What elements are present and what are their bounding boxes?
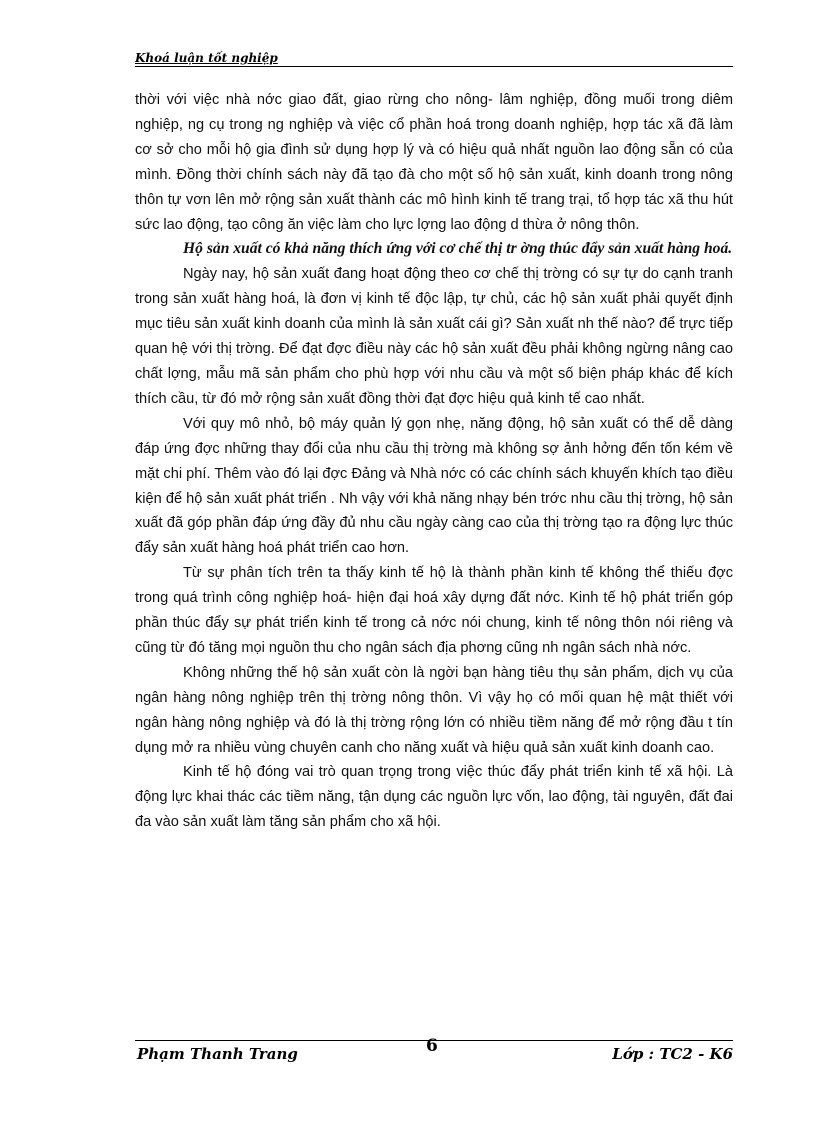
footer-class-label: Lớp : TC2 - K6 [612, 1045, 733, 1063]
page-header [135, 50, 733, 67]
paragraph: Kinh tế hộ đóng vai trò quan trọng trong việc thúc đẩy phát triển kinh tế xã hội. Là động lực khai thác các tiềm năng, tận dụng các nguồn lực vốn, lao động, tài nguyên, đất đai đa vào sản xuất làm tăng sản phẩm cho xã hội. [135, 764, 733, 831]
section-heading: Hộ sản xuất có khả năng thích ứng với cơ chế thị tr ờng thúc đẩy sản xuất hàng hoá. [183, 240, 733, 258]
paragraph: Từ sự phân tích trên ta thấy kinh tế hộ là thành phần kinh tế không thể thiếu đợc trong quá trình công nghiệp hoá- hiện đại hoá xây dựng đất nớc. Kinh tế hộ phát triển góp phần thúc đẩy sự phát triển kinh tế trong cả nớc nói chung, kinh tế nông thôn nói riêng và cũng từ đó tăng mọi nguồn thu cho ngân sách địa phơng cũng nh ngân sách nhà nớc. [135, 565, 733, 656]
paragraph: Ngày nay, hộ sản xuất đang hoạt động theo cơ chế thị trờng có sự tự do cạnh tranh trong sản xuất hàng hoá, là đơn vị kinh tế độc lập, tự chủ, các hộ sản xuất phải quyết định mục tiêu sản xuất kinh doanh của mình là sản xuất cái gì? Sản xuất nh thế nào? để trực tiếp quan hệ với thị trờng. Để đạt đợc điều này các hộ sản xuất đều phải không ngừng nâng cao chất lợng, mẫu mã sản phẩm cho phù hợp với nhu cầu và một số biện pháp khác để kích thích cầu, từ đó mở rộng sản xuất đồng thời đạt đợc hiệu quả kinh tế cao nhất. [135, 266, 733, 407]
page-number: 6 [426, 1036, 438, 1056]
header-title: Khoá luận tốt nghiệp [135, 51, 278, 65]
document-body [135, 88, 733, 835]
paragraph: Với quy mô nhỏ, bộ máy quản lý gọn nhẹ, năng động, hộ sản xuất có thể dễ dàng đáp ứng đợc những thay đổi của nhu cầu thị trờng mà không sợ ảnh hởng đến tốn kém về mặt chi phí. Thêm vào đó lại đợc Đảng và Nhà nớc có các chính sách khuyến khích tạo điều kiện để hộ sản xuất phát triển . Nh vậy với khả năng nhạy bén trớc nhu cầu thị trờng, hộ sản xuất đã góp phần đáp ứng đầy đủ nhu cầu ngày càng cao của thị trờng tạo ra động lực thúc đẩy sản xuất hàng hoá phát triển cao hơn. [135, 415, 733, 557]
paragraph-continuation: thời với việc nhà nớc giao đất, giao rừng cho nông- lâm nghiệp, đồng muối trong diêm nghiệp, ng cụ trong ng nghiệp và việc cổ phần hoá trong doanh nghiệp, hợp tác xã đã làm cơ sở cho mỗi hộ gia đình sử dụng hợp lý và có hiệu quả nhất nguồn lao động sẵn có của mình. Đồng thời chính sách này đã tạo đà cho một số hộ sản xuất, kinh doanh trong nông thôn tự vơn lên mở rộng sản xuất thành các mô hình kinh tế trang trại, tổ hợp tác xã thu hút sức lao động, tạo công ăn việc làm cho lực lợng lao động d thừa ở nông thôn. [135, 92, 733, 233]
footer-author: Phạm Thanh Trang [137, 1045, 298, 1063]
paragraph: Không những thế hộ sản xuất còn là ngời bạn hàng tiêu thụ sản phẩm, dịch vụ của ngân hàng nông nghiệp trên thị trờng nông thôn. Vì vậy họ có mối quan hệ mật thiết với ngân hàng nông nghiệp và đó là thị trờng rộng lớn có nhiều tiềm năng để mở rộng đầu t tín dụng mở ra nhiều vùng chuyên canh cho năng xuất và hiệu quả sản xuất kinh doanh cao. [135, 664, 733, 756]
page-footer [135, 1036, 733, 1067]
